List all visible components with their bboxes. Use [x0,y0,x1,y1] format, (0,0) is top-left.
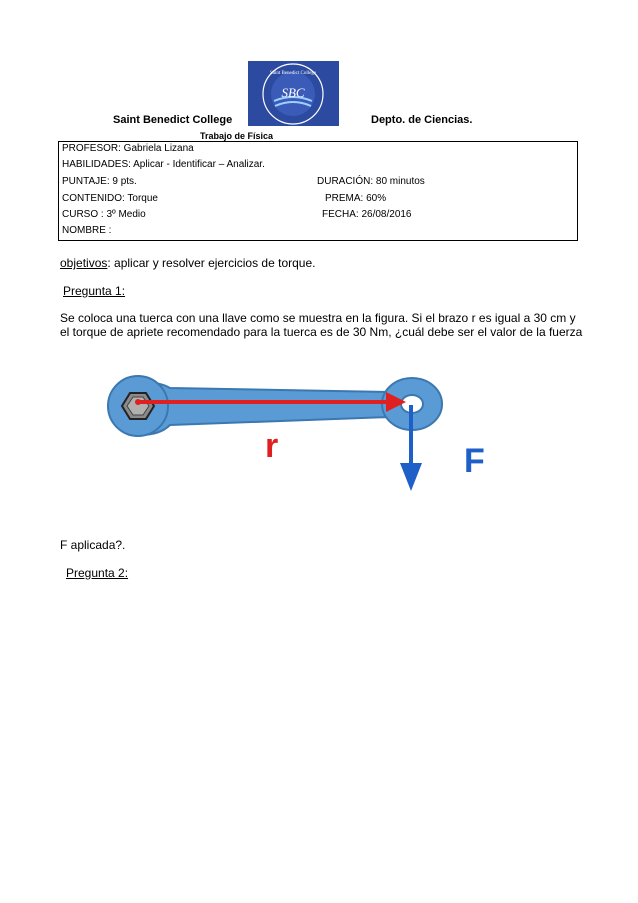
pregunta-2-heading: Pregunta 2: [66,566,129,580]
school-logo [248,61,339,126]
logo-ring-text: Saint Benedict College [269,71,317,76]
curso-line: CURSO : 3º Medio [62,209,146,220]
school-name: Saint Benedict College [113,114,233,126]
pregunta-1-enunciado [60,311,600,339]
objetivos-label: objetivos [60,256,108,270]
profesor-line: PROFESOR: Gabriela Lizana [62,143,194,154]
objetivos-line [60,256,315,270]
prema-line: PREMA: 60% [325,193,387,204]
logo-initials: SBC [281,85,305,100]
force-label: F [464,442,485,480]
habilidades-line: HABILIDADES: Aplicar - Identificar – Analizar. [62,159,265,170]
enunciado-line-2: el torque de apriete recomendado para la tuerca es de 30 Nm, ¿cuál debe ser el valor de la fuerza [60,325,583,339]
duracion-line: DURACIÓN: 80 minutos [317,176,425,187]
enunciado-line-1: Se coloca una tuerca con una llave como se muestra en la figura. Si el brazo r es igual a 30 cm y [60,311,576,325]
info-box [58,141,578,241]
pregunta-1-heading: Pregunta 1: [63,284,126,298]
pregunta-1-continuacion: F aplicada?. [60,538,126,552]
objetivos-text: : aplicar y resolver ejercicios de torque. [107,256,316,270]
force-arrowhead [400,463,422,491]
wrench-figure [100,355,530,505]
fecha-line: FECHA: 26/08/2016 [322,209,412,220]
document-title: Trabajo de Física [200,131,274,141]
department-name: Depto. de Ciencias. [371,114,473,126]
nombre-line: NOMBRE : [62,225,112,236]
contenido-line: CONTENIDO: Torque [62,193,158,204]
arm-label: r [265,427,279,465]
puntaje-line: PUNTAJE: 9 pts. [62,176,137,187]
